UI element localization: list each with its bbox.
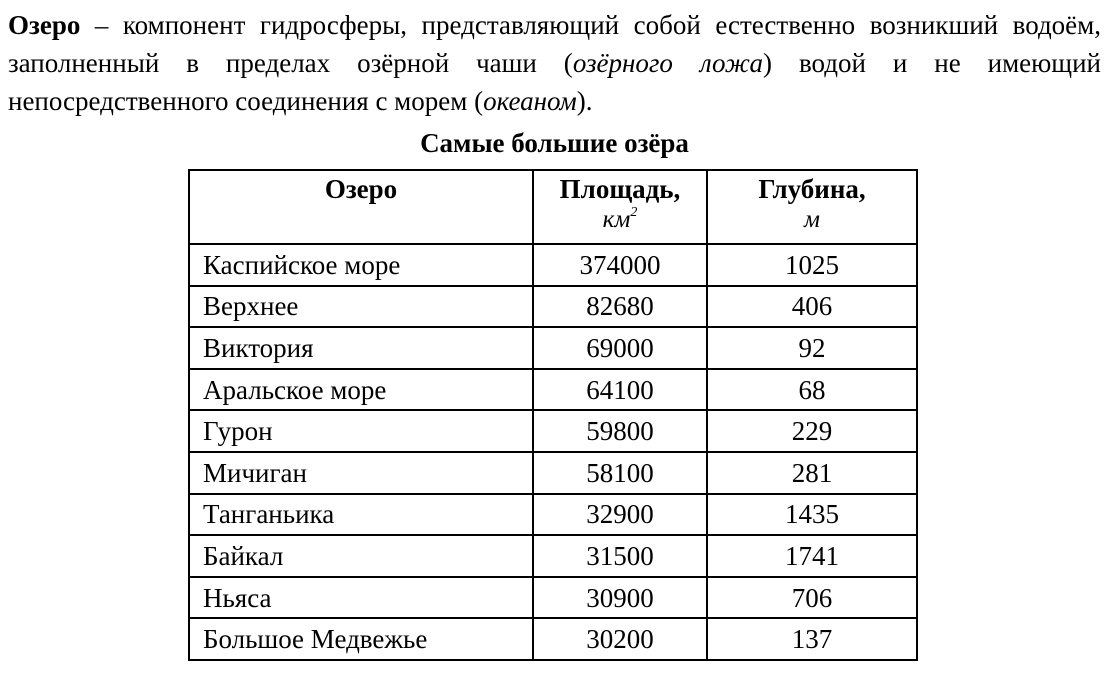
lake-depth-cell: 1025	[707, 244, 917, 286]
lake-area-cell: 64100	[533, 369, 707, 411]
header-depth	[707, 170, 917, 244]
lake-name-cell: Танганьика	[189, 494, 533, 536]
table-row	[189, 327, 917, 369]
lake-name-cell: Мичиган	[189, 452, 533, 494]
lake-depth-cell: 1741	[707, 535, 917, 577]
lake-name-cell: Гурон	[189, 410, 533, 452]
table-title: Самые большие озёра	[420, 128, 689, 158]
table-row	[189, 618, 917, 660]
lake-name-cell: Верхнее	[189, 286, 533, 328]
header-depth-label: Глубина,	[758, 174, 866, 204]
lake-area-cell: 58100	[533, 452, 707, 494]
lake-name-cell: Аральское море	[189, 369, 533, 411]
lake-depth-cell: 1435	[707, 494, 917, 536]
header-area-label: Площадь,	[559, 174, 681, 204]
lake-area-cell: 59800	[533, 410, 707, 452]
lake-name-cell: Виктория	[189, 327, 533, 369]
lake-area-cell: 82680	[533, 286, 707, 328]
lake-area-cell: 69000	[533, 327, 707, 369]
table-row	[189, 535, 917, 577]
header-area	[533, 170, 707, 244]
lake-name-cell: Большое Медвежье	[189, 618, 533, 660]
table-header-row	[189, 170, 917, 244]
intro-paragraph	[8, 6, 1101, 120]
table-row	[189, 494, 917, 536]
intro-emphasis-2: океаном	[483, 86, 577, 116]
table-row	[189, 244, 917, 286]
lake-area-cell: 374000	[533, 244, 707, 286]
lakes-table	[188, 169, 918, 661]
lake-depth-cell: 706	[707, 577, 917, 619]
lake-name-cell: Ньяса	[189, 577, 533, 619]
table-row	[189, 452, 917, 494]
table-row	[189, 369, 917, 411]
lake-depth-cell: 229	[707, 410, 917, 452]
area-unit-text: км	[602, 206, 631, 233]
table-row	[189, 410, 917, 452]
header-lake	[189, 170, 533, 244]
lake-area-cell: 32900	[533, 494, 707, 536]
lake-area-cell: 30900	[533, 577, 707, 619]
intro-term: Озеро	[8, 10, 81, 40]
lake-area-cell: 30200	[533, 618, 707, 660]
lake-name-cell: Байкал	[189, 535, 533, 577]
intro-text-1: – компонент гидросферы, представляющий собой естественно возникший водоём, заполненный в пределах озёрной чаши (	[8, 10, 1101, 78]
lake-depth-cell: 68	[707, 369, 917, 411]
table-row	[189, 286, 917, 328]
lake-area-cell: 31500	[533, 535, 707, 577]
lake-depth-cell: 92	[707, 327, 917, 369]
header-depth-unit: м	[804, 206, 820, 233]
lake-depth-cell: 137	[707, 618, 917, 660]
table-row	[189, 577, 917, 619]
lake-depth-cell: 281	[707, 452, 917, 494]
intro-emphasis-1: озёрного ложа	[572, 48, 764, 78]
intro-text-2: ) водой и не имеющий непосредственного соединения с морем (	[8, 48, 1101, 116]
lake-name-cell: Каспийское море	[189, 244, 533, 286]
header-lake-label: Озеро	[324, 174, 398, 204]
header-area-unit	[534, 205, 706, 235]
lake-depth-cell: 406	[707, 286, 917, 328]
intro-text-3: ).	[576, 86, 593, 116]
area-unit-power: 2	[630, 205, 638, 220]
